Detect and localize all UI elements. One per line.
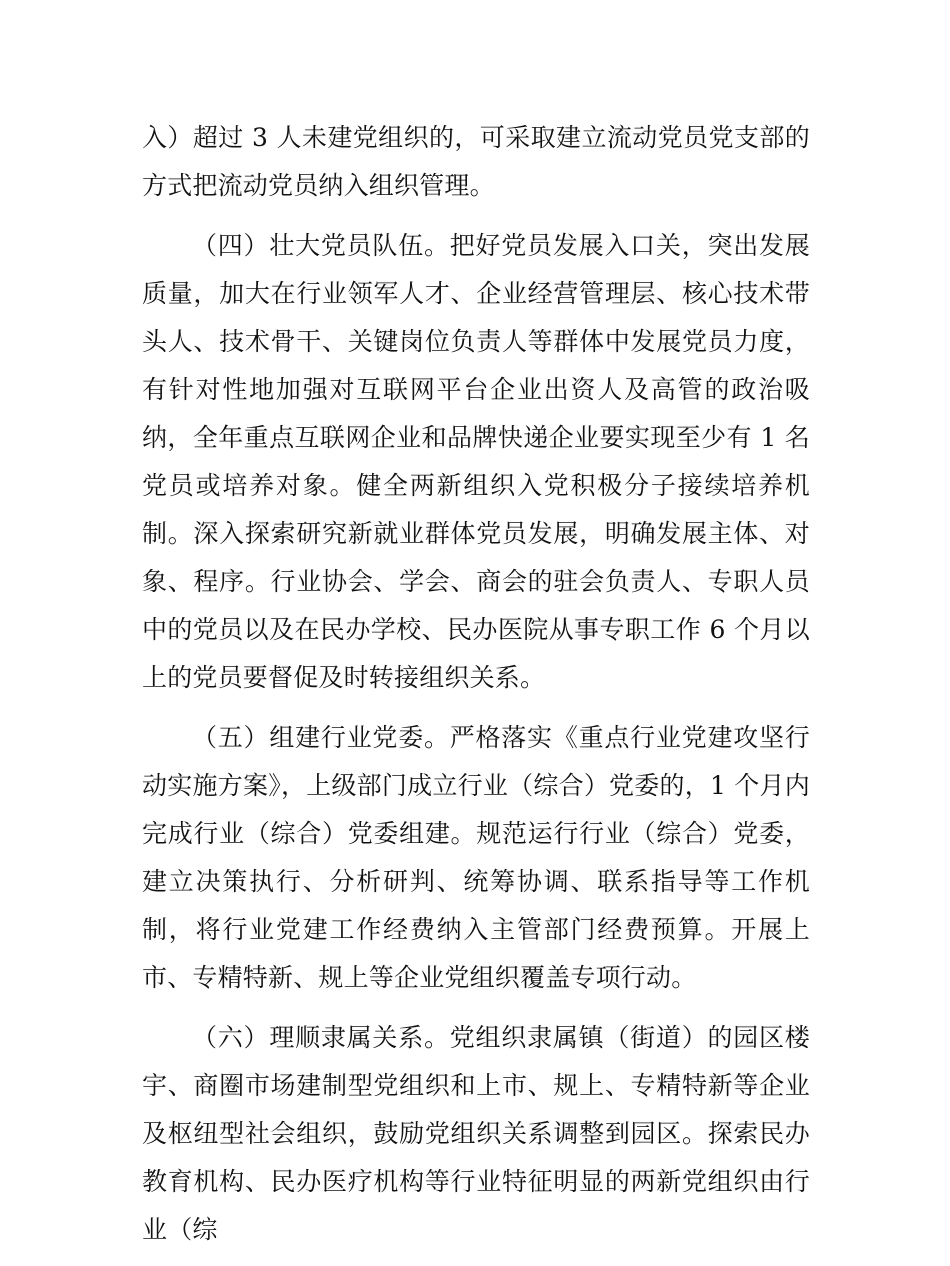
- paragraph-section-5: （五）组建行业党委。严格落实《重点行业党建攻坚行动实施方案》，上级部门成立行业（综合）党委的，1 个月内完成行业（综合）党委组建。规范运行行业（综合）党委，建立决策执行、分析研判、统筹协调、联系指导等工作机制，将行业党建工作经费纳入主管部门经费预算。开展上市、专精特新、规上等企业党组织覆盖专项行动。: [142, 723, 810, 992]
- document-body: [142, 114, 810, 1266]
- paragraph-section-4: （四）壮大党员队伍。把好党员发展入口关，突出发展质量，加大在行业领军人才、企业经营管理层、核心技术带头人、技术骨干、关键岗位负责人等群体中发展党员力度，有针对性地加强对互联网平台企业出资人及高管的政治吸纳，全年重点互联网企业和品牌快递企业要实现至少有 1 名党员或培养对象。健全两新组织入党积极分子接续培养机制。深入探索研究新就业群体党员发展，明确发展主体、对象、程序。行业协会、学会、商会的驻会负责人、专职人员中的党员以及在民办学校、民办医院从事专职工作 6 个月以上的党员要督促及时转接组织关系。: [142, 231, 810, 692]
- paragraph-section-6: （六）理顺隶属关系。党组织隶属镇（街道）的园区楼宇、商圈市场建制型党组织和上市、规上、专精特新等企业及枢纽型社会组织，鼓励党组织关系调整到园区。探索民办教育机构、民办医疗机构等行业特征明显的两新党组织由行业（综: [142, 1023, 810, 1244]
- paragraph-continuation: 入）超过 3 人未建党组织的，可采取建立流动党员党支部的方式把流动党员纳入组织管理。: [142, 123, 810, 200]
